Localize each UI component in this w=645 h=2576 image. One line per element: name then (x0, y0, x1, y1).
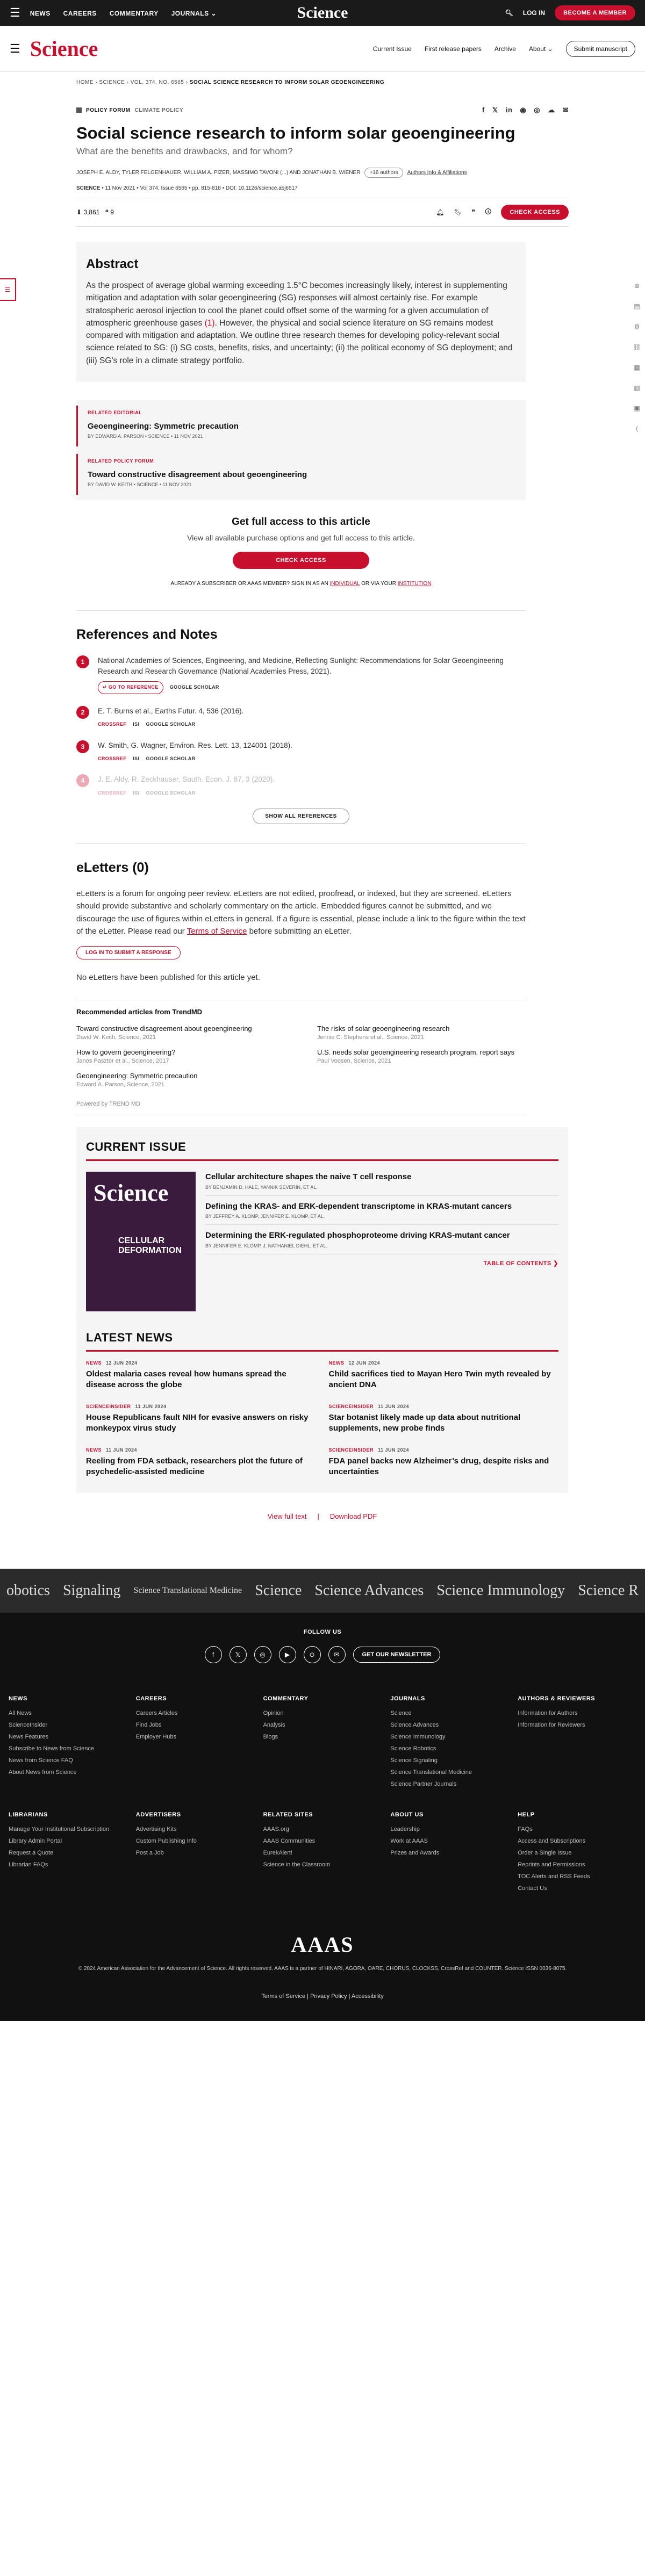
figures-icon[interactable]: ▦ (634, 364, 640, 371)
top-nav-links (30, 9, 227, 17)
recommended-source: Edward A. Parson, Science, 2021 (76, 1081, 164, 1088)
footer-link[interactable]: Opinion (263, 1710, 284, 1717)
news-title-link[interactable]: Reeling from FDA setback, researchers plot the future of psychedelic-assisted medicine (86, 1456, 303, 1476)
footer-link[interactable]: Science Advances (390, 1722, 439, 1729)
footer-link[interactable]: Reprints and Permissions (518, 1861, 585, 1868)
reference-number: 2 (76, 706, 89, 719)
x-icon[interactable]: 𝕏 (492, 106, 498, 114)
download-pdf-link[interactable]: Download PDF (329, 1512, 377, 1521)
related-kind: RELATED POLICY FORUM (88, 458, 154, 464)
recommended-source: Paul Voosen, Science, 2021 (317, 1058, 391, 1065)
current-issue-box (76, 1127, 568, 1493)
footer-link[interactable]: Access and Subscriptions (518, 1838, 586, 1845)
footer-link[interactable]: Employer Hubs (135, 1734, 176, 1741)
journal-logo-link[interactable]: Science R (578, 1582, 639, 1599)
reference-number: 3 (76, 740, 89, 753)
footer-link[interactable]: Find Jobs (135, 1722, 162, 1729)
footer-link[interactable]: EurekAlert! (263, 1850, 293, 1857)
trendmd-right-column (317, 1024, 526, 1095)
news-title-link[interactable]: FDA panel backs new Alzheimer’s drug, despite risks and uncertainties (328, 1456, 549, 1476)
issue-article-title[interactable]: Cellular architecture shapes the naive T cell response (205, 1172, 412, 1182)
footer-column (9, 1812, 127, 1894)
journal-logo-link[interactable]: Science Advances (314, 1582, 424, 1599)
news-item (86, 1447, 316, 1477)
news-kind: NEWS (328, 1360, 345, 1366)
site-footer (0, 1613, 645, 2021)
recommended-title: Toward constructive disagreement about geoengineering (76, 1024, 252, 1033)
terms-of-service-link[interactable]: Terms of Service (187, 926, 247, 936)
facebook-icon[interactable]: f (205, 1646, 222, 1663)
check-access-button[interactable]: CHECK ACCESS (501, 205, 569, 220)
table-of-contents-link[interactable]: TABLE OF CONTENTS ❯ (483, 1260, 558, 1267)
footer-column (136, 1695, 255, 1790)
footer-column-heading: HELP (518, 1812, 535, 1819)
recommended-source: Jennie C. Stephens et al., Science, 2021 (317, 1034, 424, 1041)
footer-column-heading: LIBRARIANS (9, 1812, 48, 1819)
related-kind: RELATED EDITORIAL (88, 409, 142, 415)
footer-link[interactable]: Information for Reviewers (518, 1722, 585, 1729)
citations-count[interactable]: ❝ 9 (105, 208, 114, 217)
footer-link[interactable]: AAAS Communities (263, 1838, 316, 1845)
current-issue-link[interactable]: Current Issue (372, 45, 412, 53)
reddit-icon[interactable]: ◉ (520, 106, 527, 114)
recommended-title: How to govern geoengineering? (76, 1048, 176, 1057)
trendmd-left-column (76, 1024, 285, 1095)
news-kind: SCIENCEINSIDER (328, 1404, 374, 1410)
article-subtitle: What are the benefits and drawbacks, and for whom? (76, 146, 293, 157)
abstract-section (76, 242, 526, 382)
isi-link[interactable]: ISI (133, 790, 140, 796)
issue-article (205, 1201, 558, 1225)
footer-link[interactable]: Blogs (263, 1734, 278, 1741)
authors-text[interactable]: JOSEPH E. ALDY, TYLER FELGENHAUER, WILLIAM A. PIZER, MASSIMO TAVONI (...) AND JONATHAN B. WIENER (76, 170, 361, 176)
abstract-text-part2: . However, the physical and social science literature on SG remains modest compared with mitigation and adaptation. We outline three research themes for developing policy-relevant social science related to SG: (i) SG costs, benefits, risks, and uncertainty; (ii) the political economy of SG deployment; and (iii) SG’s role in a climate strategy portfolio. (86, 318, 513, 365)
footer-link[interactable]: Science in the Classroom (263, 1861, 331, 1868)
permissions-icon[interactable]: 🛈 (485, 207, 492, 215)
go-to-reference-button[interactable]: ↵ GO TO REFERENCE (98, 681, 163, 694)
signin-individual-link[interactable]: INDIVIDUAL (329, 580, 360, 587)
reference-item (76, 706, 526, 728)
divider (76, 610, 526, 611)
link-icon[interactable]: ⛓ (633, 343, 641, 351)
show-all-references-button[interactable]: SHOW ALL REFERENCES (253, 809, 349, 824)
recommended-source: Janos Pasztor et al., Science, 2017 (76, 1058, 169, 1065)
news-item (329, 1404, 559, 1433)
breadcrumb-volume[interactable]: VOL. 374, NO. 6565 (130, 80, 184, 85)
powered-by-trendmd[interactable]: Powered by TREND MD (76, 1101, 140, 1108)
tools-icon[interactable]: ⚙ (634, 323, 640, 330)
news-title-link[interactable]: House Republicans fault NIH for evasive answers on risky monkeypox virus study (86, 1413, 309, 1433)
footer-link[interactable]: Library Admin Portal (9, 1838, 62, 1845)
access-box (76, 516, 526, 587)
tables-icon[interactable]: ▥ (634, 384, 640, 392)
nav-news[interactable]: NEWS (30, 10, 51, 17)
signin-institution-link[interactable]: INSTITUTION (397, 580, 432, 587)
article-type-icon (76, 107, 82, 113)
article-main (0, 106, 645, 1520)
footer-link[interactable]: Librarian FAQs (9, 1861, 48, 1868)
footer-column (136, 1812, 255, 1894)
related-content (76, 400, 526, 500)
footer-link[interactable]: Leadership (390, 1826, 420, 1833)
rss-icon[interactable]: ⊙ (304, 1646, 321, 1663)
eletters-heading: eLetters (0) (76, 860, 149, 876)
journal-header (0, 26, 645, 72)
footer-link[interactable]: FAQs (518, 1826, 533, 1833)
footer-column (9, 1695, 127, 1790)
news-item (86, 1404, 316, 1433)
issue-article-authors: BY BENJAMIN D. HALE, YANNIK SEVERIN, ET AL. (205, 1184, 318, 1190)
become-member-button[interactable]: BECOME A MEMBER (555, 5, 635, 20)
bluesky-icon[interactable]: ☁ (548, 106, 555, 114)
trendmd-widget (76, 1000, 526, 1115)
view-full-text-link[interactable]: View full text (267, 1512, 307, 1521)
news-date: 11 JUN 2024 (378, 1447, 410, 1453)
eletters-text (76, 887, 526, 937)
footer-link[interactable]: Science Partner Journals (390, 1781, 457, 1788)
view-full-links (76, 1512, 568, 1520)
issue-article-title[interactable]: Defining the KRAS- and ERK-dependent transcriptome in KRAS-mutant cancers (205, 1201, 512, 1211)
author-list (76, 168, 569, 178)
follow-us-label: FOLLOW US (303, 1629, 342, 1636)
footer-column-heading: RELATED SITES (263, 1812, 313, 1819)
footer-link[interactable]: Science Immunology (390, 1734, 446, 1741)
recommended-article-link[interactable] (76, 1072, 285, 1088)
nav-careers[interactable]: CAREERS (63, 10, 97, 17)
separator: | (317, 1512, 319, 1521)
aaas-logo[interactable]: AAAS (291, 1932, 354, 1957)
footer-link[interactable]: About News from Science (9, 1769, 77, 1776)
journal-menu-icon[interactable]: ☰ (10, 41, 20, 55)
signin-note-part2: OR VIA YOUR (360, 580, 398, 587)
journal-logo-link[interactable]: obotics (6, 1582, 50, 1599)
footer-column (263, 1812, 382, 1894)
recommended-title: Geoengineering: Symmetric precaution (76, 1072, 198, 1080)
newsletter-button[interactable]: GET OUR NEWSLETTER (353, 1647, 441, 1663)
cite-icon[interactable]: ❞ (471, 208, 476, 217)
social-links (9, 1646, 636, 1663)
footer-link[interactable]: Science Signaling (390, 1757, 438, 1764)
cover-masthead: Science (94, 1180, 169, 1207)
divider (86, 1350, 558, 1352)
reference-text: W. Smith, G. Wagner, Environ. Res. Lett. 13, 124001 (2018). (98, 741, 292, 749)
trendmd-heading: Recommended articles from TrendMD (76, 1008, 203, 1016)
journal-logo-link[interactable]: Science Immunology (436, 1582, 565, 1599)
abstract-text-part1: As the prospect of average global warming exceeding 1.5°C becomes increasingly likely, interest in supplementing mitigation and adaptation with solar geoengineering (SG) responses will almost certainly rise. For example stratospheric aerosol injection to cool the planet could offset some of the warming for a given accumulation of atmospheric greenhouse gases (86, 281, 507, 328)
eletters-text-part2: before submitting an eLetter. (247, 926, 352, 936)
x-icon[interactable]: 𝕏 (230, 1646, 247, 1663)
news-date: 11 JUN 2024 (135, 1404, 167, 1410)
issue-article (205, 1230, 558, 1254)
divider (76, 843, 526, 844)
footer-link[interactable]: Post a Job (135, 1850, 164, 1857)
no-eletters-text: No eLetters have been published for this article yet. (76, 973, 260, 983)
search-icon[interactable]: 🔍︎ (505, 9, 513, 17)
access-text: View all available purchase options and get full access to this article. (187, 533, 415, 542)
news-title-link[interactable]: Star botanist likely made up data about nutritional supplements, new probe finds (328, 1413, 521, 1433)
footer-link[interactable]: Custom Publishing Info (135, 1838, 197, 1845)
reference-text: E. T. Burns et al., Earths Futur. 4, 536 (2016). (98, 706, 244, 715)
google-scholar-link[interactable]: GOOGLE SCHOLAR (169, 684, 219, 690)
login-link[interactable]: LOG IN (522, 9, 546, 17)
footer-link[interactable]: Analysis (263, 1722, 285, 1729)
more-authors-button[interactable]: +16 authors (364, 168, 403, 178)
recommended-source: David W. Keith, Science, 2021 (76, 1034, 156, 1041)
footer-link[interactable]: Subscribe to News from Science (9, 1745, 94, 1752)
reference-text: National Academies of Sciences, Engineering, and Medicine, Reflecting Sunlight: Recommendations for Solar Geoengineering Research and Research Governance (National Academies Press, 2021). (98, 656, 504, 676)
footer-link[interactable]: Order a Single Issue (518, 1850, 572, 1857)
footer-link[interactable]: Request a Quote (9, 1850, 54, 1857)
news-kind: SCIENCEINSIDER (328, 1447, 374, 1453)
news-date: 12 JUN 2024 (106, 1360, 138, 1366)
affiliations-link[interactable]: Authors Info & Affiliations (407, 170, 467, 176)
article-tags (76, 106, 569, 114)
crossref-link[interactable]: CROSSREF (98, 755, 127, 761)
footer-link[interactable]: Science Robotics (390, 1745, 436, 1752)
recommended-article-link[interactable] (76, 1048, 285, 1064)
footer-link[interactable]: Manage Your Institutional Subscription (9, 1826, 110, 1833)
article-toolbar (76, 198, 569, 227)
submit-response-button[interactable]: LOG IN TO SUBMIT A RESPONSE (76, 946, 181, 959)
footer-link[interactable]: All News (9, 1710, 32, 1717)
current-issue-heading: CURRENT ISSUE (86, 1140, 187, 1154)
journal-logo-link[interactable]: Science (255, 1582, 302, 1599)
cover-image[interactable] (86, 1172, 196, 1311)
email-icon[interactable]: ✉ (562, 106, 569, 114)
news-title-link[interactable]: Oldest malaria cases reveal how humans spread the disease across the globe (86, 1369, 286, 1389)
related-title-link[interactable]: Toward constructive disagreement about geoengineering (88, 470, 307, 479)
news-item (329, 1360, 559, 1390)
reference-item (76, 740, 526, 763)
science-logo[interactable]: Science (297, 4, 348, 21)
news-title-link[interactable]: Child sacrifices tied to Mayan Hero Twin myth revealed by ancient DNA (328, 1369, 551, 1389)
recommended-title: U.S. needs solar geoengineering research program, report says (317, 1048, 515, 1057)
footer-column-heading: ABOUT US (390, 1812, 424, 1819)
copyright-text: © 2024 American Association for the Advancement of Science. All rights reserved. AAAS is a partner of HINARI, AGORA, OARE, CHORUS, CLOCKSS, CrossRef and COUNTER. Science ISSN 0036-8075. (78, 1966, 567, 1972)
recommended-article-link[interactable] (317, 1048, 526, 1064)
cover-headline: CELLULAR DEFORMATION (118, 1236, 182, 1255)
news-kind: NEWS (86, 1447, 102, 1453)
footer-column-heading: AUTHORS & REVIEWERS (518, 1695, 596, 1702)
google-scholar-link[interactable]: GOOGLE SCHOLAR (146, 790, 196, 796)
footer-column (390, 1812, 509, 1894)
footer-link[interactable]: AAAS.org (263, 1826, 289, 1833)
news-grid (86, 1360, 558, 1477)
journal-logo[interactable]: Science (30, 37, 98, 61)
issue-article-authors: BY JEFFREY A. KLOMP, JENNIFER E. KLOMP, ET AL. (205, 1214, 325, 1220)
pdf-icon[interactable]: ▤ (634, 302, 640, 310)
news-item (86, 1360, 316, 1390)
share-icons (482, 106, 569, 114)
archive-link[interactable]: Archive (494, 45, 516, 53)
divider (86, 1159, 558, 1161)
abstract-citation-link[interactable]: (1) (204, 318, 215, 328)
google-scholar-link[interactable]: GOOGLE SCHOLAR (146, 721, 196, 727)
reference-item (76, 655, 526, 694)
crossref-link[interactable]: CROSSREF (98, 721, 127, 727)
footer-link[interactable]: Science Translational Medicine (390, 1769, 472, 1776)
footer-column (390, 1695, 509, 1790)
breadcrumb-current: SOCIAL SCIENCE RESEARCH TO INFORM SOLAR GEOENGINEERING (189, 80, 384, 85)
reference-item (76, 774, 526, 797)
recommended-article-link[interactable] (317, 1024, 526, 1041)
journal-logo-link[interactable]: Science Translational Medicine (133, 1586, 242, 1596)
issue-article (205, 1172, 558, 1196)
related-byline: BY EDWARD A. PARSON • SCIENCE • 11 NOV 2021 (88, 433, 203, 439)
menu-icon[interactable]: ☰ (10, 6, 20, 19)
downloads-count: ⬇ 3,861 (76, 208, 100, 217)
footer-link[interactable]: TOC Alerts and RSS Feeds (518, 1873, 590, 1880)
tag-policy-forum[interactable]: POLICY FORUM (86, 107, 131, 113)
news-date: 12 JUN 2024 (348, 1360, 381, 1366)
issue-articles (205, 1172, 558, 1311)
footer-columns-bottom (9, 1812, 636, 1894)
reference-text: J. E. Aldy, R. Zeckhauser, South. Econ. J. 87, 3 (2020). (98, 775, 275, 784)
news-kind: NEWS (86, 1360, 102, 1366)
first-release-link[interactable]: First release papers (424, 45, 482, 53)
bookmark-icon[interactable]: 🔖︎ (454, 208, 462, 217)
references-list (76, 655, 526, 824)
meta-journal: SCIENCE (76, 185, 101, 192)
youtube-icon[interactable]: ▶ (279, 1646, 296, 1663)
footer-column (518, 1812, 636, 1894)
article-meta (76, 185, 569, 198)
linkedin-icon[interactable]: in (505, 106, 513, 114)
latest-news-heading: LATEST NEWS (86, 1331, 173, 1345)
footer-link[interactable]: News Features (9, 1734, 48, 1741)
footer-columns-top (9, 1695, 636, 1790)
wechat-icon[interactable]: ✉ (328, 1646, 346, 1663)
reference-number: 1 (76, 655, 89, 668)
journal-logo-link[interactable]: Signaling (63, 1582, 121, 1599)
tag-climate-policy[interactable]: CLIMATE POLICY (134, 107, 184, 113)
footer-link[interactable]: Science (390, 1710, 412, 1717)
breadcrumb: HOME › SCIENCE › VOL. 374, NO. 6565 › SOCIAL SCIENCE RESEARCH TO INFORM SOLAR GEOENGINEERING (76, 80, 384, 85)
nav-commentary[interactable]: COMMENTARY (109, 10, 159, 17)
breadcrumb-science[interactable]: SCIENCE (99, 80, 125, 85)
eletters-section (76, 860, 569, 984)
abstract-text (86, 279, 516, 367)
references-heading: References and Notes (76, 626, 218, 642)
footer-link[interactable]: Careers Articles (135, 1710, 178, 1717)
recommended-title: The risks of solar geoengineering research (317, 1024, 450, 1033)
instagram-icon[interactable]: ◎ (254, 1646, 271, 1663)
alert-icon[interactable]: 🔔︎ (436, 208, 445, 217)
meta-details: • 11 Nov 2021 • Vol 374, Issue 6565 • pp. 815-818 • DOI: 10.1126/science.abj6517 (102, 185, 298, 192)
footer-column (263, 1695, 382, 1790)
submit-manuscript-button[interactable]: Submit manuscript (566, 41, 635, 57)
eletters-text-part1: eLetters is a forum for ongoing peer review. eLetters are not edited, proofread, or indexed, but they are screened. eLetters should provide substantive and scholarly commentary on the article. Embedded figures cannot be submitted, and we discourage the use of figures within eLetters in general. If a figure is essential, please include a link to the figure within the text of the eLetter. Please read our (76, 889, 526, 936)
right-tool-rail (629, 282, 645, 432)
reference-number: 4 (76, 774, 89, 787)
collapse-icon[interactable]: ⟨ (635, 425, 639, 432)
related-byline: BY DAVID W. KEITH • SCIENCE • 11 NOV 2021 (88, 481, 192, 487)
footer-link[interactable]: Prizes and Awards (390, 1850, 440, 1857)
issue-article-authors: BY JENNIFER E. KLOMP, J. NATHANIEL DIEHL, ET AL. (205, 1243, 328, 1249)
footer-link[interactable]: News from Science FAQ (9, 1757, 73, 1764)
footer-column-heading: COMMENTARY (263, 1695, 309, 1702)
access-heading: Get full access to this article (232, 516, 370, 528)
share-icon[interactable]: ⊕ (634, 282, 640, 290)
footer-link[interactable]: Information for Authors (518, 1710, 578, 1717)
crossref-link[interactable]: CROSSREF (98, 790, 127, 796)
abstract-heading: Abstract (86, 257, 139, 272)
footer-link[interactable]: Advertising Kits (135, 1826, 177, 1833)
related-item (76, 454, 526, 495)
footer-link[interactable]: ScienceInsider (9, 1722, 48, 1729)
media-icon[interactable]: ▣ (634, 405, 640, 412)
isi-link[interactable]: ISI (133, 755, 140, 761)
google-scholar-link[interactable]: GOOGLE SCHOLAR (146, 755, 196, 761)
news-date: 11 JUN 2024 (378, 1404, 410, 1410)
policy-links[interactable]: Terms of Service | Privacy Policy | Accessibility (261, 1993, 384, 2000)
related-title-link[interactable]: Geoengineering: Symmetric precaution (88, 421, 239, 431)
wechat-icon[interactable]: ◎ (534, 106, 541, 114)
footer-column-heading: CAREERS (135, 1695, 167, 1702)
footer-link[interactable]: Contact Us (518, 1885, 547, 1892)
access-check-button[interactable]: CHECK ACCESS (233, 552, 369, 569)
news-date: 11 JUN 2024 (106, 1447, 138, 1453)
news-kind: SCIENCEINSIDER (86, 1404, 131, 1410)
footer-link[interactable]: Work at AAAS (390, 1838, 428, 1845)
signin-note-part1: ALREADY A SUBSCRIBER OR AAAS MEMBER? SIGN IN AS AN (170, 580, 330, 587)
about-link[interactable]: About ⌄ (528, 45, 553, 53)
breadcrumb-home[interactable]: HOME (76, 80, 94, 85)
nav-journals[interactable]: JOURNALS ⌄ (171, 10, 217, 17)
article-title: Social science research to inform solar geoengineering (76, 124, 515, 142)
footer-column-heading: NEWS (9, 1695, 27, 1702)
related-item (76, 406, 526, 446)
signin-note (76, 581, 526, 587)
outline-toggle-icon[interactable]: ☰ (0, 278, 16, 301)
footer-column-heading: JOURNALS (390, 1695, 425, 1702)
issue-article-title[interactable]: Determining the ERK-regulated phosphoproteome driving KRAS-mutant cancer (205, 1231, 510, 1240)
facebook-icon[interactable]: f (482, 106, 485, 114)
footer-column-heading: ADVERTISERS (135, 1812, 181, 1819)
journal-carousel (0, 1569, 645, 1613)
footer-column (518, 1695, 636, 1790)
news-item (329, 1447, 559, 1477)
recommended-article-link[interactable] (76, 1024, 285, 1041)
isi-link[interactable]: ISI (133, 721, 140, 727)
top-nav-bar (0, 0, 645, 26)
